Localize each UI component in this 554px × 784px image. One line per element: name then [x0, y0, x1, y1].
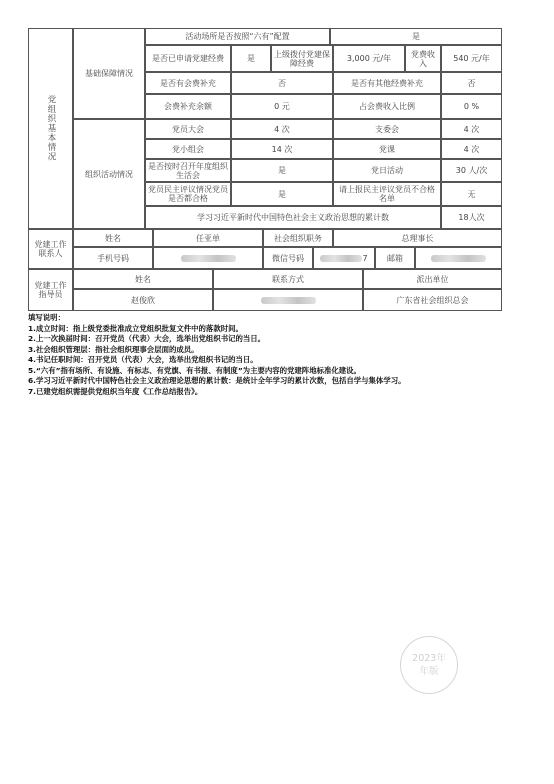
year-watermark-stamp: [400, 636, 458, 694]
note-item: 1.成立时间：指上级党委批准成立党组织批复文件中的落款时间。: [28, 323, 243, 333]
party-class-answer: 4 次: [441, 139, 502, 159]
venue-question: 活动场所是否按照“六有”配置: [145, 28, 330, 45]
fee-balance-answer: 0 元: [231, 94, 333, 119]
study-question: 学习习近平新时代中国特色社会主义政治思想的累计数: [145, 206, 441, 229]
contact-phone-label: 手机号码: [73, 247, 153, 269]
instructor-section-label: 党建工作指导员: [28, 269, 73, 311]
note-item: 5.“六有”指有场所、有设施、有标志、有党旗、有书报、有制度”为主要内容的党建阵地标准化建设。: [28, 365, 361, 375]
fee-ratio-question: 占会费收入比例: [333, 94, 441, 119]
notes-title: 填写说明：: [28, 313, 65, 322]
committee-meeting-answer: 4 次: [441, 119, 502, 139]
contact-wechat-value: [313, 247, 375, 269]
note-item: 3.社会组织管理层：指社会组织理事会层面的成员。: [28, 344, 199, 354]
funds-question: 是否已申请党建经费: [145, 45, 231, 72]
party-class-question: 党课: [333, 139, 441, 159]
stamp-line-2: 年版: [419, 666, 439, 677]
instructor-unit-label: 派出单位: [363, 269, 502, 289]
note-item: 4.书记任职时间：召开党员（代表）大会，选举出党组织书记的当日。: [28, 355, 258, 364]
contact-phone-value: [153, 247, 263, 269]
contact-email-label: 邮箱: [375, 247, 415, 269]
redacted-instructor-phone: [261, 297, 316, 304]
upper-funds-answer: 3,000 元/年: [333, 45, 405, 72]
funds-answer: 是: [231, 45, 271, 72]
stamp-line-1: 2023年: [412, 653, 446, 664]
other-funds-question: 是否有其他经费补充: [333, 72, 441, 94]
venue-answer: 是: [330, 28, 502, 45]
contact-post-label: 社会组织职务: [263, 229, 333, 247]
note-item: 2.上一次换届时间：召开党员（代表）大会，选举出党组织书记的当日。: [28, 334, 266, 343]
instructor-name-value: 赵俊欣: [73, 289, 213, 311]
eval-question: 党员民主评议情况党员是否都合格: [145, 182, 231, 206]
theme-day-question: 党日活动: [333, 159, 441, 182]
member-fee-question: 是否有会费补充: [145, 72, 231, 94]
members-meeting-question: 党员大会: [145, 119, 231, 139]
theme-day-answer: 30 人/次: [441, 159, 502, 182]
unqualified-question: 请上报民主评议党员不合格名单: [333, 182, 441, 206]
eval-answer: 是: [231, 182, 333, 206]
contact-section-label: 党建工作联系人: [28, 229, 73, 269]
instructor-contact-value: [213, 289, 363, 311]
group-meeting-answer: 14 次: [231, 139, 333, 159]
redacted-phone: [181, 255, 236, 262]
org-activity-label: 组织活动情况: [73, 119, 145, 229]
filling-notes: [28, 313, 528, 397]
member-fee-answer: 否: [231, 72, 333, 94]
study-answer: 18人次: [441, 206, 502, 229]
redacted-wechat: [320, 255, 362, 262]
committee-meeting-question: 支委会: [333, 119, 441, 139]
wechat-suffix: 7: [362, 253, 368, 263]
dues-income-answer: 540 元/年: [441, 45, 502, 72]
org-life-answer: 是: [231, 159, 333, 182]
contact-post-value: 总理事长: [333, 229, 502, 247]
contact-wechat-label: 微信号码: [263, 247, 313, 269]
note-item: 7.已建党组织需提供党组织当年度《工作总结报告》。: [28, 386, 203, 396]
fee-ratio-answer: 0 %: [441, 94, 502, 119]
contact-name-label: 姓名: [73, 229, 153, 247]
redacted-email: [431, 255, 486, 262]
instructor-contact-label: 联系方式: [213, 269, 363, 289]
unqualified-answer: 无: [441, 182, 502, 206]
dues-income-question: 党费收入: [405, 45, 441, 72]
contact-email-value: [415, 247, 502, 269]
party-org-table: [28, 28, 502, 311]
fee-balance-question: 会费补充余额: [145, 94, 231, 119]
instructor-unit-value: 广东省社会组织总会: [363, 289, 502, 311]
members-meeting-answer: 4 次: [231, 119, 333, 139]
note-item: 6.学习习近平新时代中国特色社会主义政治理论思想的累计数：是统计全年学习的累计次数，包括自学与集体学习。: [28, 376, 406, 385]
other-funds-answer: 否: [441, 72, 502, 94]
group-meeting-question: 党小组会: [145, 139, 231, 159]
basic-section-label: 党组织基本情况: [28, 28, 73, 229]
org-life-question: 是否按时召开年度组织生活会: [145, 159, 231, 182]
support-label: 基础保障情况: [73, 28, 145, 119]
contact-name-value: 任亚单: [153, 229, 263, 247]
instructor-name-label: 姓名: [73, 269, 213, 289]
upper-funds-question: 上级拨付党建保障经费: [271, 45, 333, 72]
